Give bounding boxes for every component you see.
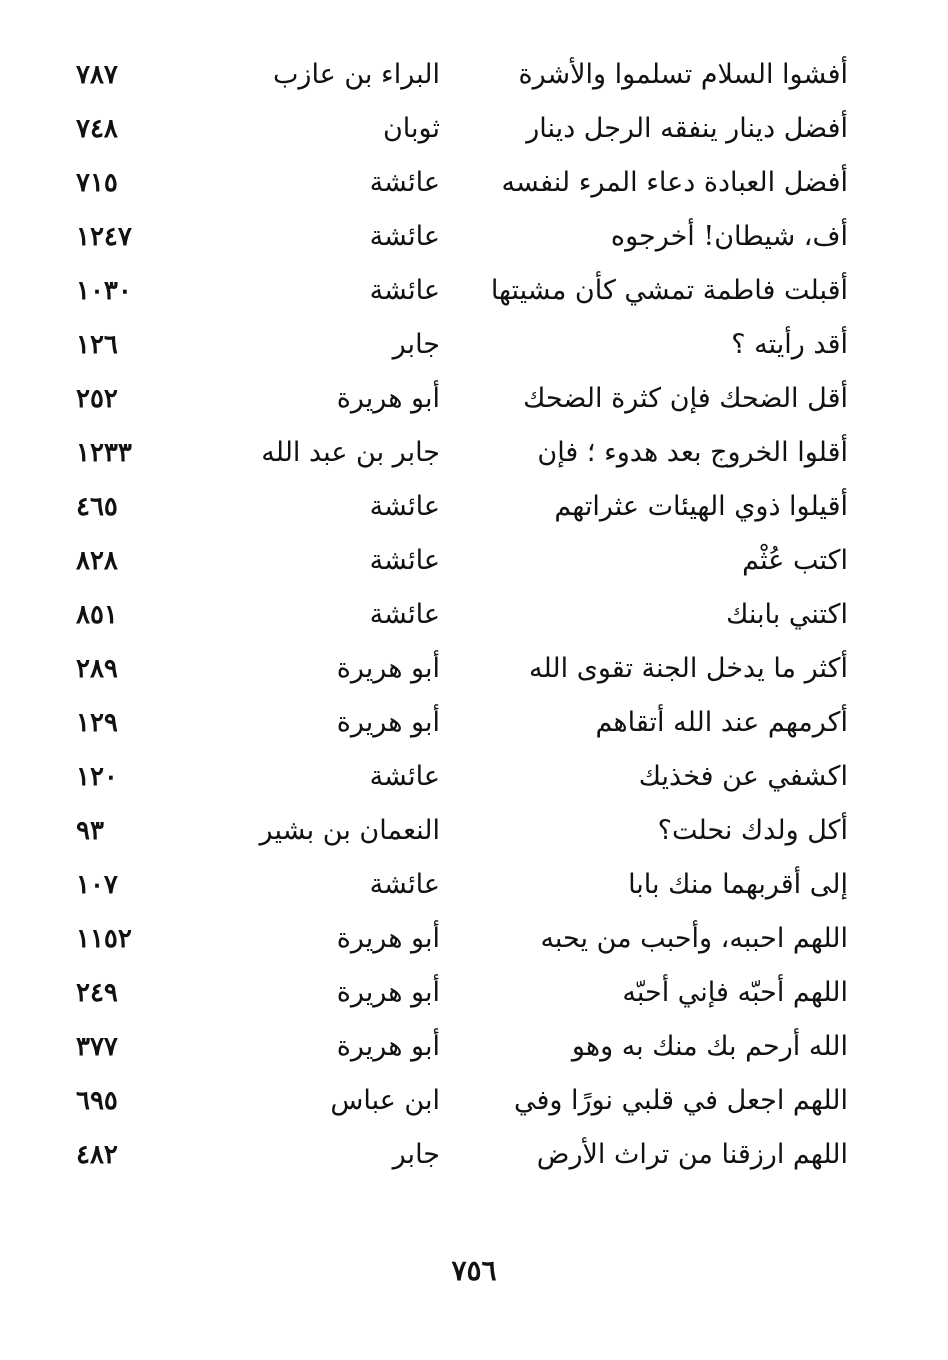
page-reference: ٧١٥: [76, 168, 118, 198]
hadith-text: الله أرحم بك منك به وهو: [571, 1031, 848, 1062]
hadith-text: اكتب عُثْم: [742, 545, 848, 576]
page-reference: ١٠٧: [76, 870, 118, 900]
narrator-name: أبو هريرة: [336, 977, 440, 1008]
page-reference: ٤٨٢: [76, 1140, 118, 1170]
index-row: [0, 318, 948, 372]
narrator-name: عائشة: [369, 167, 440, 198]
narrator-name: عائشة: [369, 221, 440, 252]
page-reference: ٤٦٥: [76, 492, 118, 522]
hadith-text: أقد رأيته ؟: [731, 329, 848, 360]
hadith-text: أفضل العبادة دعاء المرء لنفسه: [501, 167, 848, 198]
index-row: [0, 696, 948, 750]
page-reference: ١٢٦: [76, 330, 118, 360]
hadith-text: اكتني بابنك: [726, 599, 848, 630]
page-reference: ٢٤٩: [76, 978, 118, 1008]
index-row: [0, 804, 948, 858]
narrator-name: أبو هريرة: [336, 383, 440, 414]
index-row: [0, 534, 948, 588]
page-reference: ١١٥٢: [76, 924, 132, 954]
narrator-name: عائشة: [369, 491, 440, 522]
index-row: [0, 264, 948, 318]
narrator-name: عائشة: [369, 761, 440, 792]
hadith-text: اللهم أحبّه فإني أحبّه: [622, 977, 848, 1008]
narrator-name: عائشة: [369, 545, 440, 576]
index-row: [0, 210, 948, 264]
page-reference: ١٠٣٠: [76, 276, 132, 306]
page-number: ٧٥٦: [451, 1254, 497, 1287]
index-row: [0, 858, 948, 912]
index-row: [0, 1128, 948, 1182]
index-row: [0, 588, 948, 642]
narrator-name: أبو هريرة: [336, 653, 440, 684]
narrator-name: أبو هريرة: [336, 1031, 440, 1062]
narrator-name: جابر بن عبد الله: [261, 437, 440, 468]
narrator-name: عائشة: [369, 275, 440, 306]
narrator-name: أبو هريرة: [336, 707, 440, 738]
hadith-text: أقل الضحك فإن كثرة الضحك: [523, 383, 848, 414]
narrator-name: جابر: [392, 329, 440, 360]
narrator-name: النعمان بن بشير: [259, 815, 440, 846]
index-row: [0, 1074, 948, 1128]
hadith-text: أف، شيطان! أخرجوه: [610, 221, 848, 252]
index-row: [0, 372, 948, 426]
index-row: [0, 642, 948, 696]
narrator-name: عائشة: [369, 869, 440, 900]
page-reference: ٩٣: [76, 816, 104, 846]
hadith-text: اللهم احببه، وأحبب من يحبه: [540, 923, 848, 954]
narrator-name: البراء بن عازب: [273, 59, 440, 90]
index-row: [0, 912, 948, 966]
hadith-text: إلى أقربهما منك بابا: [628, 869, 848, 900]
page-reference: ١٢٤٧: [76, 222, 132, 252]
hadith-text: اللهم اجعل في قلبي نورًا وفي: [513, 1085, 848, 1116]
index-row: [0, 426, 948, 480]
hadith-text: أقلوا الخروج بعد هدوء ؛ فإن: [537, 437, 848, 468]
index-row: [0, 480, 948, 534]
index-row: [0, 1020, 948, 1074]
index-row: [0, 750, 948, 804]
page-reference: ٢٥٢: [76, 384, 118, 414]
page-reference: ١٢٣٣: [76, 438, 132, 468]
page-reference: ١٢٩: [76, 708, 118, 738]
narrator-name: ابن عباس: [330, 1085, 440, 1116]
index-row: [0, 156, 948, 210]
page-reference: ٨٢٨: [76, 546, 118, 576]
page-reference: ٧٨٧: [76, 60, 118, 90]
hadith-text: أكثر ما يدخل الجنة تقوى الله: [528, 653, 848, 684]
hadith-text: أكرمهم عند الله أتقاهم: [595, 707, 848, 738]
page-reference: ٧٤٨: [76, 114, 118, 144]
hadith-text: أفشوا السلام تسلموا والأشرة: [518, 59, 848, 90]
narrator-name: أبو هريرة: [336, 923, 440, 954]
index-row: [0, 102, 948, 156]
page-reference: ٣٧٧: [76, 1032, 118, 1062]
page-reference: ١٢٠: [76, 762, 118, 792]
hadith-text: أكل ولدك نحلت؟: [657, 815, 848, 846]
narrator-name: جابر: [392, 1139, 440, 1170]
page-reference: ٨٥١: [76, 600, 118, 630]
hadith-text: أقبلت فاطمة تمشي كأن مشيتها: [490, 275, 848, 306]
index-row: [0, 48, 948, 102]
hadith-text: اللهم ارزقنا من تراث الأرض: [536, 1139, 848, 1170]
page-reference: ٢٨٩: [76, 654, 118, 684]
page-reference: ٦٩٥: [76, 1086, 118, 1116]
index-row: [0, 966, 948, 1020]
narrator-name: ثوبان: [382, 113, 440, 144]
hadith-text: اكشفي عن فخذيك: [638, 761, 848, 792]
narrator-name: عائشة: [369, 599, 440, 630]
hadith-text: أفضل دينار ينفقه الرجل دينار: [526, 113, 848, 144]
hadith-text: أقيلوا ذوي الهيئات عثراتهم: [554, 491, 848, 522]
hadith-index-list: [0, 48, 948, 1182]
